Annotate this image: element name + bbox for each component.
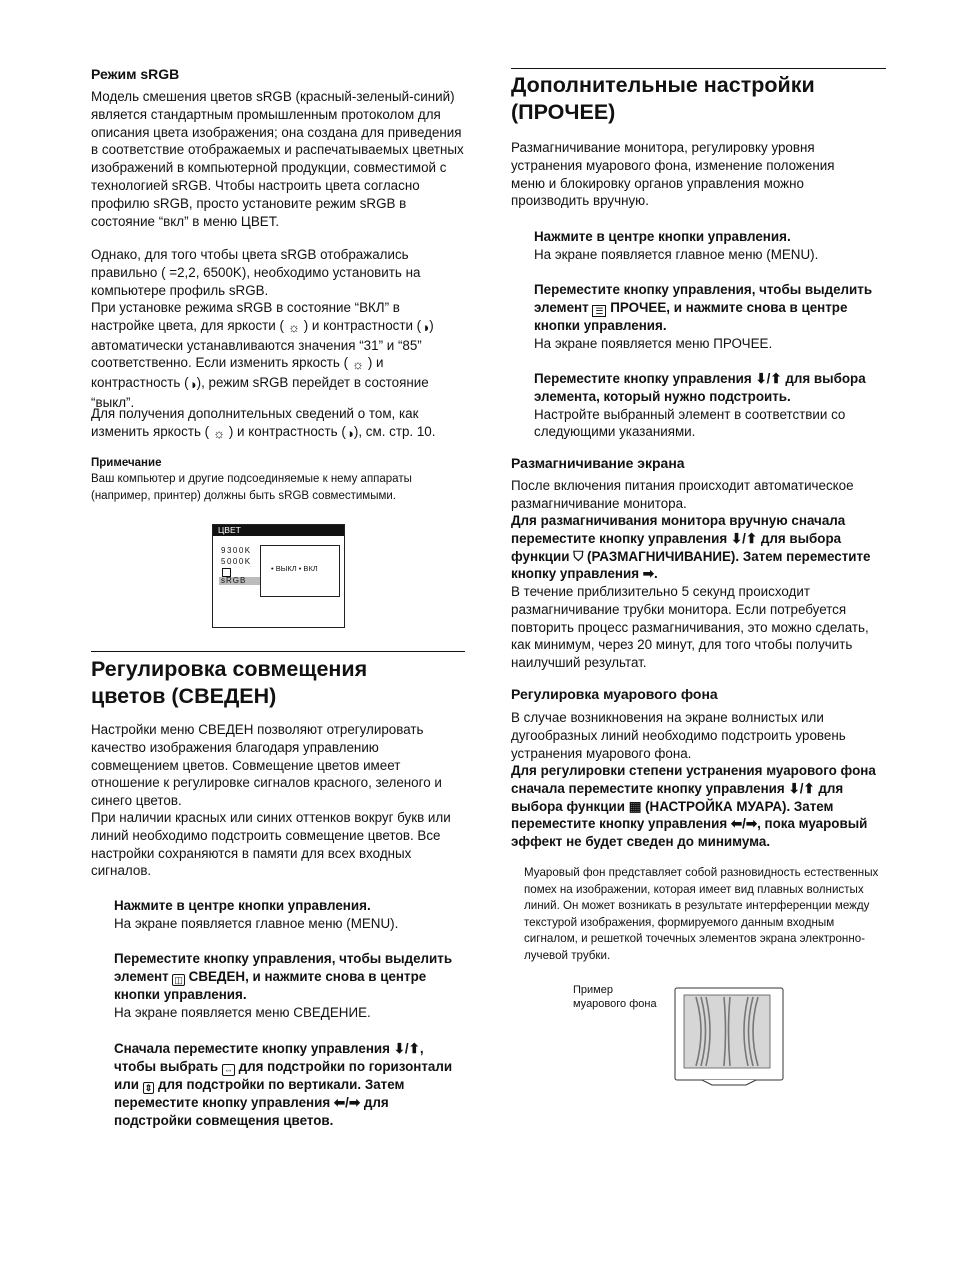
moire-monitor-illustration (672, 986, 788, 1086)
color-menu-illustration (212, 524, 345, 628)
moire-note: Муаровый фон представляет собой разновидность естественных помех на изображении, которая имеет вид плавных волнистых линий. Он может возникать в результате интерференции между текстурой изображения, формируемого данным входным сигналом, и решеткой точечных элементов экрана электронно-лучевой трубки. (524, 866, 879, 962)
brightness-icon: ☼ (287, 319, 300, 335)
convergence-step-1: Нажмите в центре кнопки управления. На экране появляется главное меню (MENU). (114, 898, 399, 931)
down-up-arrow-icon: ⬇/⬆ (393, 1041, 420, 1056)
contrast-icon: ◑ (345, 425, 354, 441)
moire-example-label: Пример муарового фона (573, 984, 657, 1010)
convergence-paragraph-2: При наличии красных или синих оттенков вокруг букв или линий необходимо подстроить совмещение цветов. Все настройки сохраняются в памяти для всех входных сигналов. (91, 810, 451, 879)
menu-item-srgb: sRGB (221, 576, 247, 585)
right-arrow-icon: ➡ (642, 566, 655, 582)
left-right-arrow-icon: ⬅/➡ (730, 816, 758, 832)
srgb-paragraph-1: Модель смешения цветов sRGB (красный-зеленый-синий) является стандартным промышленным протоколом для описания цвета изображения; она создана для приведения в соответствие отображаемых и распечатываемых цветных изображений в компьютерной продукции, совместимой с технологией sRGB. Чтобы настроить цвета согласно профилю sRGB, просто установите режим sRGB в состояние “вкл” в меню ЦВЕТ. (91, 89, 464, 229)
contrast-icon: ◑ (188, 377, 197, 393)
other-step-2: Переместите кнопку управления, чтобы выделить элемент ☰ ПРОЧЕЕ, и нажмите снова в центре кнопки управления. На экране появляется меню ПРОЧЕЕ. (534, 282, 873, 351)
convergence-heading-line-1: Регулировка совмещения (91, 657, 368, 681)
moire-paragraph-1: В случае возникновения на экране волнистых или дугообразных линий необходимо подстроить уровень устранения муарового фона. (511, 710, 846, 761)
convergence-heading-line-2: цветов (СВЕДЕН) (91, 684, 277, 708)
other-step-1: Нажмите в центре кнопки управления. На экране появляется главное меню (MENU). (534, 229, 819, 262)
degauss-heading: Размагничивание экрана (511, 455, 685, 471)
contrast-icon: ◑ (421, 319, 430, 335)
note-heading: Примечание (91, 457, 162, 469)
srgb-heading: Режим sRGB (91, 66, 180, 82)
menu-item-9300k: 9300K (221, 546, 252, 555)
other-heading-line-2: (ПРОЧЕЕ) (511, 100, 616, 124)
degauss-instructions: Для размагничивания монитора вручную сначала переместите кнопку управления ⬇/⬆ для выбора функции ⛉ (РАЗМАГНИЧИВАНИЕ). Затем переместите кнопку управления ➡. (511, 513, 871, 582)
down-up-arrow-icon: ⬇/⬆ (788, 780, 815, 796)
other-heading-line-1: Дополнительные настройки (511, 73, 815, 97)
section-rule (91, 651, 465, 652)
convergence-paragraph-1: Настройки меню СВЕДЕН позволяют отрегулировать качество изображения благодаря управлению совмещением цветов. Совмещение цветов имеет отношение к регулировке сигналов красного, зеленого и синего цветов. (91, 722, 442, 809)
degauss-paragraph-1: После включения питания происходит автоматическое размагничивание монитора. (511, 478, 854, 511)
moire-instructions: Для регулировки степени устранения муарового фона сначала переместите кнопку управления ⬇/⬆ для выбора функции ▦ (НАСТРОЙКА МУАРА). Затем переместите кнопку управления ⬅/➡, пока муаровый эффект не будет сведен до минимума. (511, 763, 876, 850)
menu-title-bar: ЦВЕТ (213, 525, 344, 536)
left-right-arrow-icon: ⬅/➡ (333, 1094, 361, 1110)
moire-icon: ▦ (628, 798, 642, 814)
options-text: • ВЫКЛ • ВКЛ (271, 564, 318, 573)
options-box (260, 545, 340, 597)
srgb-paragraph-3: При установке режима sRGB в состояние “ВКЛ” в настройке цвета, для яркости ( ☼ ) и контрастности (◑) автоматически устанавливаются значения “31” и “85” соответственно. Если изменить яркость ( ☼ ) и контрастность (◑), режим sRGB перейдет в состояние “выкл”. (91, 300, 434, 410)
convergence-step-2: Переместите кнопку управления, чтобы выделить элемент ◫ СВЕДЕН, и нажмите снова в центре кнопки управления. На экране появляется меню СВЕДЕНИЕ. (114, 951, 453, 1020)
brightness-icon: ☼ (351, 357, 365, 373)
down-up-arrow-icon: ⬇/⬆ (755, 371, 782, 386)
other-step-3: Переместите кнопку управления ⬇/⬆ для выбора элемента, который нужно подстроить. Настройте выбранный элемент в соответствии со следующими указаниями. (534, 371, 866, 440)
menu-item-5000k: 5000K (221, 557, 252, 566)
degauss-icon: ⛉ (573, 548, 584, 564)
moire-heading: Регулировка муарового фона (511, 686, 718, 702)
section-rule (511, 68, 886, 69)
vertical-convergence-icon: ⇕ (144, 1082, 153, 1093)
convergence-step-3: Сначала переместите кнопку управления ⬇/⬆, чтобы выбрать ⇔ для подстройки по горизонтали или ⇕ для подстройки по вертикали. Затем переместите кнопку управления ⬅/➡ для подстройки совмещения цветов. (114, 1041, 453, 1128)
down-up-arrow-icon: ⬇/⬆ (730, 530, 758, 546)
convergence-icon: ◫ (174, 974, 183, 985)
srgb-paragraph-4: Для получения дополнительных сведений о том, как изменить яркость ( ☼ ) и контрастность (◑), см. стр. 10. (91, 406, 436, 441)
other-menu-icon: ☰ (592, 305, 606, 317)
horizontal-convergence-icon: ⇔ (223, 1064, 233, 1075)
other-intro: Размагничивание монитора, регулировку уровня устранения муарового фона, изменение положения меню и блокировку органов управления можно производить вручную. (511, 140, 835, 209)
note-text: Ваш компьютер и другие подсоединяемые к нему аппараты (например, принтер) должны быть sRGB совместимыми. (91, 473, 412, 502)
srgb-paragraph-2: Однако, для того чтобы цвета sRGB отображались правильно ( =2,2, 6500K), необходимо установить на компьютере профиль sRGB. (91, 247, 421, 298)
brightness-icon: ☼ (212, 425, 226, 441)
degauss-paragraph-2: В течение приблизительно 5 секунд происходит размагничивание трубки монитора. Если потребуется повторить процесс размагничивания, это можно сделать, как минимум, через 20 минут, для того чтобы получить наилучший результат. (511, 584, 869, 671)
